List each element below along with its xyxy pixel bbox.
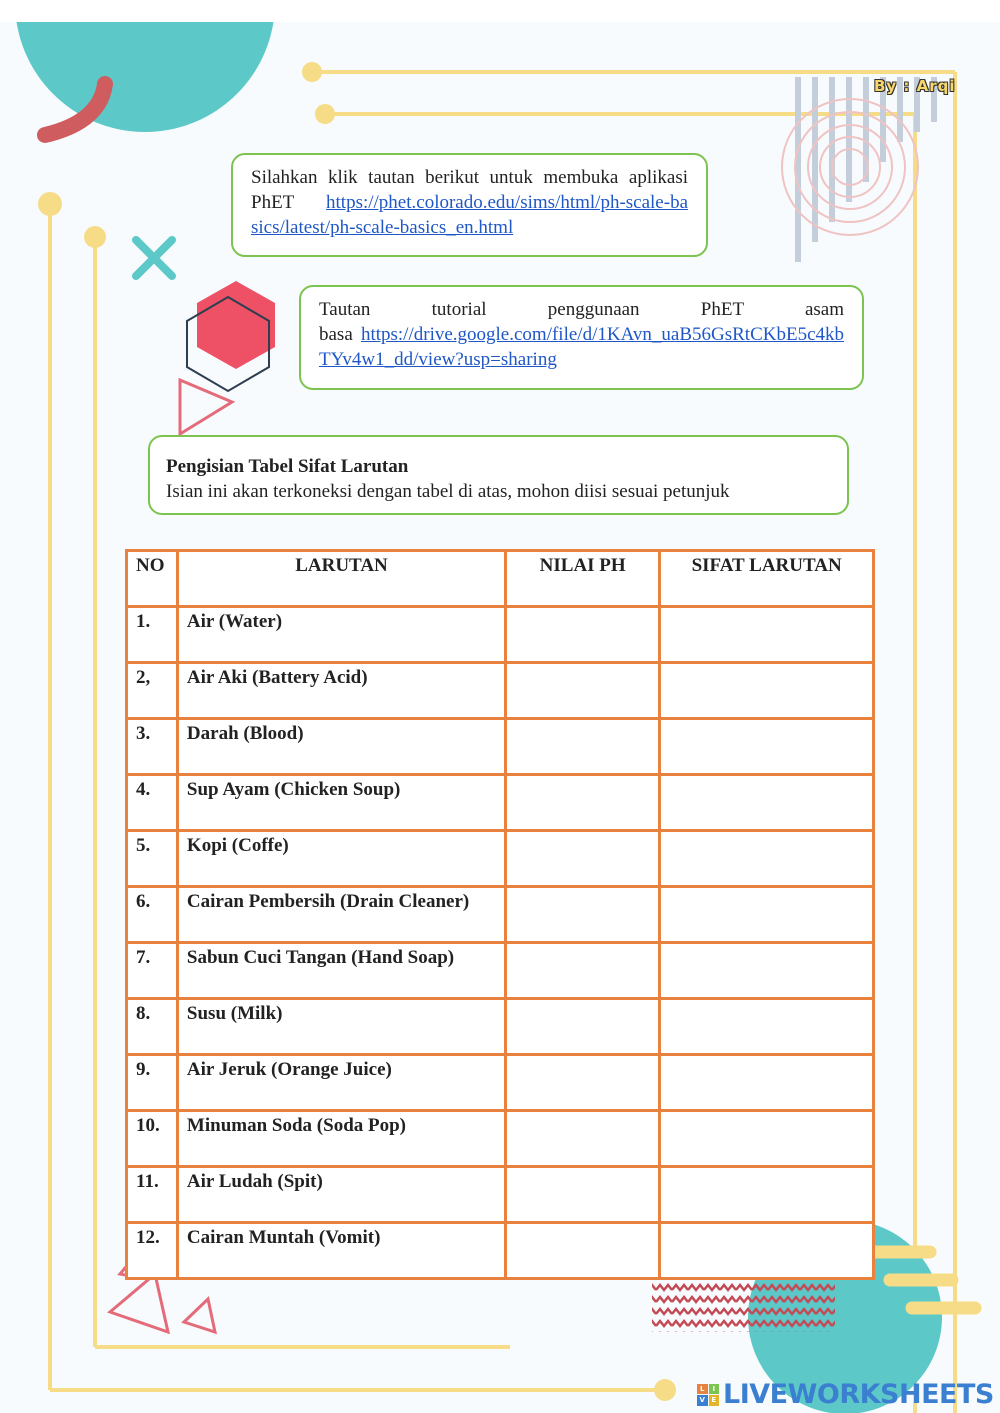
row-nilai-ph-input[interactable]	[506, 1111, 660, 1167]
teal-circle-top	[15, 22, 275, 132]
liveworksheets-icon	[697, 1384, 719, 1406]
table-row	[127, 1223, 874, 1279]
tutorial-text-line	[319, 297, 844, 322]
row-nilai-ph-input[interactable]	[506, 1055, 660, 1111]
row-nilai-ph-input[interactable]	[506, 663, 660, 719]
row-number: 10.	[127, 1111, 178, 1167]
row-number: 5.	[127, 831, 178, 887]
row-larutan: Susu (Milk)	[177, 999, 505, 1055]
tutorial-last-word: basa	[319, 324, 361, 345]
row-sifat-larutan-input[interactable]	[660, 831, 874, 887]
row-nilai-ph-input[interactable]	[506, 887, 660, 943]
row-sifat-larutan-input[interactable]	[660, 887, 874, 943]
table-header-row	[127, 551, 874, 607]
row-number: 7.	[127, 943, 178, 999]
row-larutan: Air Jeruk (Orange Juice)	[177, 1055, 505, 1111]
row-nilai-ph-input[interactable]	[506, 943, 660, 999]
row-nilai-ph-input[interactable]	[506, 999, 660, 1055]
row-larutan: Air (Water)	[177, 607, 505, 663]
solution-properties-table	[125, 549, 875, 1280]
row-sifat-larutan-input[interactable]	[660, 1223, 874, 1279]
instructions-subtitle: Isian ini akan terkoneksi dengan tabel di atas, mohon diisi sesuai petunjuk	[166, 481, 730, 502]
phet-link-text: Silahkan klik tautan berikut untuk membuka aplikasi PhET	[251, 167, 688, 213]
row-sifat-larutan-input[interactable]	[660, 607, 874, 663]
worksheet-page	[0, 22, 1000, 1413]
row-larutan: Sup Ayam (Chicken Soup)	[177, 775, 505, 831]
table-row	[127, 1167, 874, 1223]
phet-link-box	[231, 153, 708, 257]
tutorial-video-link[interactable]: https://drive.google.com/file/d/1KAvn_uaB56GsRtCKbE5c4kbTYv4w1_dd/view?usp=sharing	[319, 324, 844, 370]
table-row	[127, 775, 874, 831]
row-larutan: Kopi (Coffe)	[177, 831, 505, 887]
row-nilai-ph-input[interactable]	[506, 1167, 660, 1223]
row-nilai-ph-input[interactable]	[506, 719, 660, 775]
row-larutan: Air Ludah (Spit)	[177, 1167, 505, 1223]
table-row	[127, 887, 874, 943]
table-row	[127, 607, 874, 663]
row-sifat-larutan-input[interactable]	[660, 775, 874, 831]
row-larutan: Air Aki (Battery Acid)	[177, 663, 505, 719]
instructions-box	[148, 435, 849, 515]
header-sifat-larutan: SIFAT LARUTAN	[660, 551, 874, 607]
liveworksheets-logo	[697, 1379, 994, 1410]
row-number: 1.	[127, 607, 178, 663]
header-larutan: LARUTAN	[177, 551, 505, 607]
table-row	[127, 663, 874, 719]
row-number: 2,	[127, 663, 178, 719]
row-larutan: Minuman Soda (Soda Pop)	[177, 1111, 505, 1167]
row-number: 12.	[127, 1223, 178, 1279]
row-sifat-larutan-input[interactable]	[660, 1055, 874, 1111]
table-row	[127, 943, 874, 999]
row-sifat-larutan-input[interactable]	[660, 999, 874, 1055]
row-number: 3.	[127, 719, 178, 775]
icon-letter-e: E	[709, 1395, 720, 1406]
author-byline: By : Arqi	[874, 77, 956, 95]
row-number: 8.	[127, 999, 178, 1055]
row-nilai-ph-input[interactable]	[506, 831, 660, 887]
row-sifat-larutan-input[interactable]	[660, 719, 874, 775]
liveworksheets-brand: LIVEWORKSHEETS	[723, 1379, 994, 1410]
row-nilai-ph-input[interactable]	[506, 1223, 660, 1279]
row-number: 11.	[127, 1167, 178, 1223]
table-row	[127, 1055, 874, 1111]
row-nilai-ph-input[interactable]	[506, 607, 660, 663]
icon-letter-v: V	[697, 1395, 708, 1406]
red-hexagon	[197, 281, 275, 369]
row-larutan: Sabun Cuci Tangan (Hand Soap)	[177, 943, 505, 999]
table-row	[127, 1111, 874, 1167]
header-nilai-ph: NILAI PH	[506, 551, 660, 607]
tutorial-word-1: Tautan tutorial penggunaan PhET asam	[319, 299, 844, 320]
header-no: NO	[127, 551, 178, 607]
table-row	[127, 999, 874, 1055]
phet-simulation-link[interactable]: https://phet.colorado.edu/sims/html/ph-scale-basics/latest/ph-scale-basics_en.html	[251, 192, 688, 238]
row-sifat-larutan-input[interactable]	[660, 663, 874, 719]
row-nilai-ph-input[interactable]	[506, 775, 660, 831]
row-number: 9.	[127, 1055, 178, 1111]
row-number: 4.	[127, 775, 178, 831]
table-row	[127, 831, 874, 887]
row-sifat-larutan-input[interactable]	[660, 943, 874, 999]
table-row	[127, 719, 874, 775]
icon-letter-l: L	[697, 1384, 708, 1395]
row-number: 6.	[127, 887, 178, 943]
row-larutan: Cairan Muntah (Vomit)	[177, 1223, 505, 1279]
tutorial-link-box	[299, 285, 864, 390]
row-larutan: Cairan Pembersih (Drain Cleaner)	[177, 887, 505, 943]
row-sifat-larutan-input[interactable]	[660, 1167, 874, 1223]
row-larutan: Darah (Blood)	[177, 719, 505, 775]
instructions-title: Pengisian Tabel Sifat Larutan	[166, 456, 409, 477]
icon-letter-i: I	[709, 1384, 720, 1395]
row-sifat-larutan-input[interactable]	[660, 1111, 874, 1167]
